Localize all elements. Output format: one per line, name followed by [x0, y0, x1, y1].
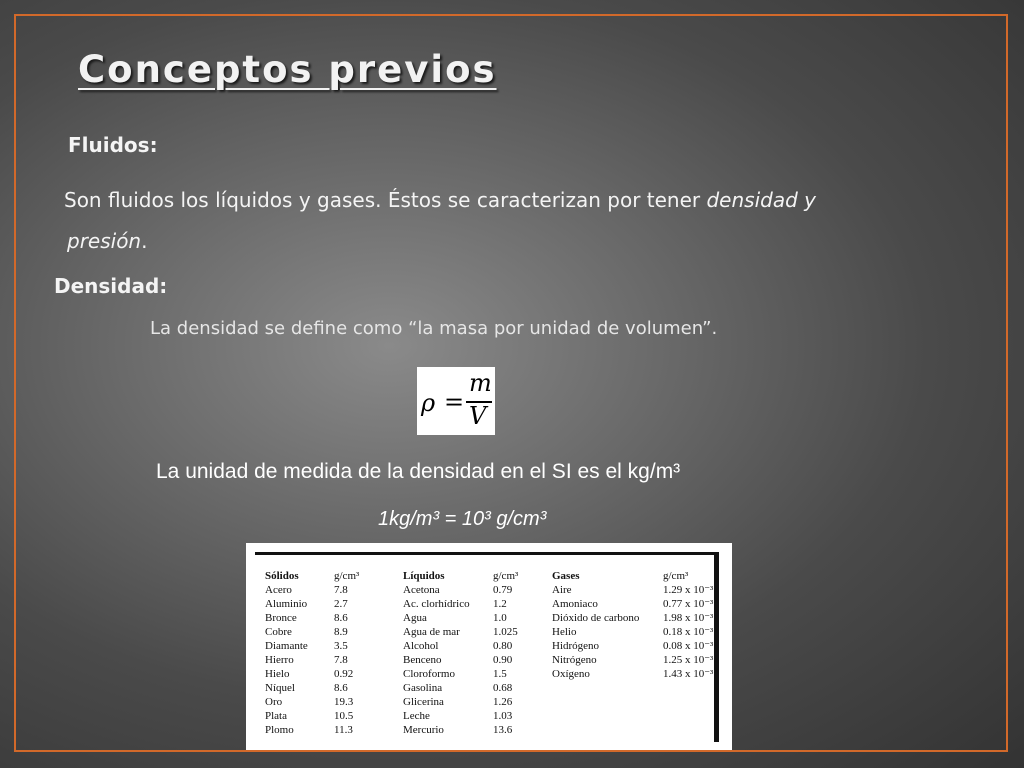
page-title: Conceptos previos: [78, 48, 497, 91]
table-cell-liquidos-value: 13.6: [493, 724, 513, 736]
table-cell-liquidos-value: 0.68: [493, 682, 513, 694]
table-cell-solidos-value: 2.7: [334, 598, 348, 610]
table-cell-gases-name: Helio: [552, 626, 577, 638]
table-cell-solidos-name: Acero: [265, 584, 292, 596]
table-cell-solidos-name: Hielo: [265, 668, 290, 680]
table-cell-liquidos-name: Alcohol: [403, 640, 439, 652]
si-unit-text: La unidad de medida de la densidad en el SI es el kg/m³: [156, 460, 681, 483]
table-header-unit: g/cm³: [334, 570, 360, 582]
formula-equals: =: [444, 388, 465, 416]
density-table: [255, 552, 719, 742]
table-cell-liquidos-value: 1.5: [493, 668, 507, 680]
table-cell-solidos-value: 3.5: [334, 640, 348, 652]
table-header-gases: Gases: [552, 570, 580, 582]
table-cell-gases-value: 0.08 x 10⁻³: [663, 640, 714, 652]
table-cell-solidos-name: Plata: [265, 710, 287, 722]
table-cell-liquidos-name: Agua: [403, 612, 427, 624]
table-cell-solidos-name: Aluminio: [265, 598, 308, 610]
table-cell-gases-name: Nitrógeno: [552, 654, 597, 666]
table-cell-liquidos-name: Cloroformo: [403, 668, 455, 680]
density-table-image: [246, 543, 732, 750]
table-col-solidos-values: [334, 569, 359, 737]
fluidos-heading: Fluidos:: [68, 133, 158, 157]
table-cell-gases-value: 1.98 x 10⁻³: [663, 612, 714, 624]
table-header-unit: g/cm³: [493, 570, 519, 582]
table-cell-solidos-name: Diamante: [265, 640, 308, 652]
density-formula: [417, 367, 495, 435]
table-cell-liquidos-name: Glicerina: [403, 696, 444, 708]
table-cell-solidos-value: 0.92: [334, 668, 354, 680]
table-cell-liquidos-name: Benceno: [403, 654, 442, 666]
table-cell-liquidos-name: Agua de mar: [403, 626, 460, 638]
table-cell-solidos-name: Bronce: [265, 612, 297, 624]
table-cell-solidos-name: Cobre: [265, 626, 292, 638]
table-cell-liquidos-value: 0.80: [493, 640, 513, 652]
table-cell-liquidos-name: Ac. clorhídrico: [403, 598, 470, 610]
table-cell-solidos-value: 11.3: [334, 724, 353, 736]
table-cell-liquidos-name: Acetona: [403, 584, 440, 596]
table-col-liquidos-values: [493, 569, 518, 737]
table-cell-solidos-value: 8.6: [334, 682, 348, 694]
table-col-gases: [552, 569, 639, 681]
table-cell-solidos-name: Hierro: [265, 654, 294, 666]
table-cell-liquidos-name: Gasolina: [403, 682, 443, 694]
table-cell-gases-value: 1.29 x 10⁻³: [663, 584, 714, 596]
densidad-definition: La densidad se define como “la masa por unidad de volumen”.: [150, 318, 718, 339]
table-cell-liquidos-value: 0.90: [493, 654, 513, 666]
table-header-solidos: Sólidos: [265, 570, 299, 582]
table-cell-gases-name: Amoniaco: [552, 598, 598, 610]
table-cell-gases-value: 0.77 x 10⁻³: [663, 598, 714, 610]
table-cell-gases-name: Oxígeno: [552, 668, 590, 680]
fluidos-term-presion: presión: [67, 229, 142, 253]
fluidos-paragraph: [64, 180, 944, 262]
table-cell-solidos-value: 19.3: [334, 696, 354, 708]
table-cell-gases-value: 1.25 x 10⁻³: [663, 654, 714, 666]
table-cell-gases-value: 0.18 x 10⁻³: [663, 626, 714, 638]
fluidos-text: Son fluidos los líquidos y gases. Éstos se caracterizan por tener: [64, 188, 707, 212]
table-cell-gases-name: Hidrógeno: [552, 640, 600, 652]
table-cell-liquidos-name: Mercurio: [403, 724, 444, 736]
table-cell-solidos-value: 8.6: [334, 612, 348, 624]
table-cell-liquidos-value: 0.79: [493, 584, 513, 596]
table-cell-liquidos-value: 1.2: [493, 598, 507, 610]
table-header-unit: g/cm³: [663, 570, 689, 582]
formula-rho: ρ: [421, 389, 436, 417]
table-col-solidos: [265, 569, 308, 737]
table-cell-solidos-name: Plomo: [265, 724, 294, 736]
table-cell-liquidos-value: 1.0: [493, 612, 507, 624]
table-col-liquidos: [403, 569, 470, 737]
formula-numerator: m: [469, 369, 492, 397]
densidad-heading: Densidad:: [54, 274, 168, 298]
table-cell-solidos-value: 8.9: [334, 626, 348, 638]
table-cell-liquidos-value: 1.03: [493, 710, 513, 722]
formula-denominator: V: [469, 402, 487, 430]
table-cell-solidos-name: Oro: [265, 696, 283, 708]
table-cell-solidos-value: 7.8: [334, 584, 348, 596]
table-cell-liquidos-value: 1.025: [493, 626, 518, 638]
fluidos-period: .: [141, 229, 148, 253]
table-cell-liquidos-name: Leche: [403, 710, 430, 722]
table-cell-solidos-name: Níquel: [265, 682, 295, 694]
table-cell-solidos-value: 7.8: [334, 654, 348, 666]
fluidos-term-densidad: densidad y: [706, 188, 816, 212]
table-cell-gases-name: Aire: [552, 584, 572, 596]
table-cell-solidos-value: 10.5: [334, 710, 354, 722]
table-cell-gases-value: 1.43 x 10⁻³: [663, 668, 714, 680]
unit-conversion: 1kg/m³ = 10³ g/cm³: [378, 508, 547, 530]
table-header-liquidos: Líquidos: [403, 570, 445, 582]
table-cell-liquidos-value: 1.26: [493, 696, 513, 708]
table-col-gases-values: [663, 569, 713, 681]
table-cell-gases-name: Dióxido de carbono: [552, 612, 640, 624]
